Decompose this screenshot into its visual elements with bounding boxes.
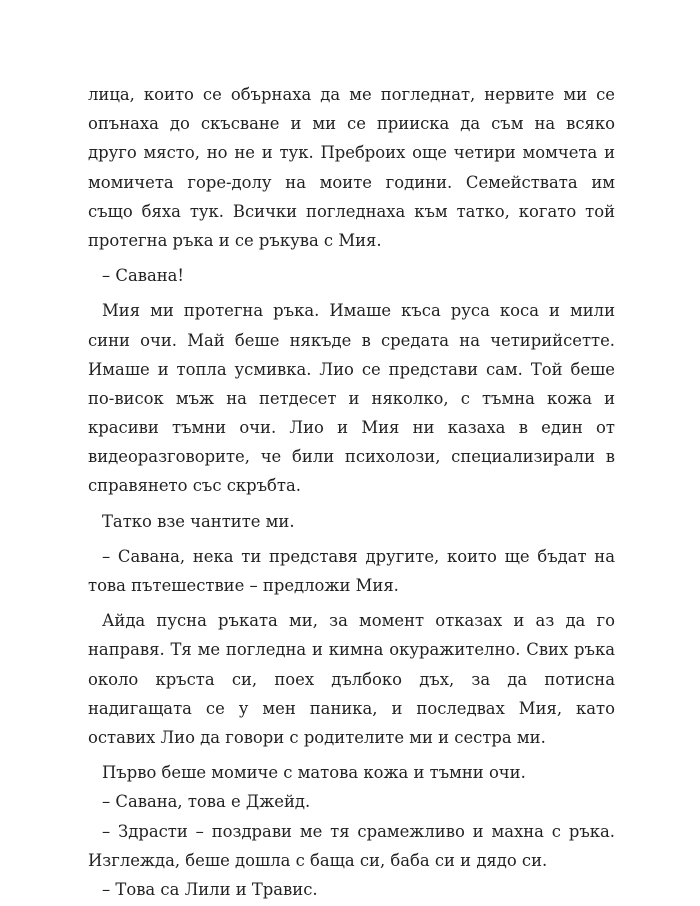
text-line: Имаше и топла усмивка. Лио се представи сам. Той беше <box>88 359 615 379</box>
text-line: красиви тъмни очи. Лио и Мия ни казаха в един от <box>88 418 615 438</box>
text-line: – Това са Лили и Травис. <box>102 879 318 899</box>
text-line: момичета горе-долу на моите години. Семействата им <box>88 172 615 192</box>
text-line: друго място, но не и тук. Преброих още четири момчета и <box>88 143 615 163</box>
text-line: това пътешествие – предложи Мия. <box>88 576 399 595</box>
paragraph <box>88 817 615 875</box>
text-line: протегна ръка и се ръкува с Мия. <box>88 230 382 250</box>
text-line: също бяха тук. Всички погледнаха към татко, когато той <box>88 201 615 221</box>
text-line: Татко взе чантите ми. <box>102 511 295 531</box>
text-line: направя. Тя ме погледна и кимна окуражително. Свих ръка <box>88 640 615 660</box>
text-line: около кръста си, поех дълбоко дъх, за да потисна <box>88 669 615 689</box>
text-line: – Савана, това е Джейд. <box>102 792 311 812</box>
text-line: – Савана! <box>102 266 185 286</box>
paragraph <box>88 542 615 600</box>
book-page <box>88 80 615 904</box>
paragraph <box>88 507 615 536</box>
text-line: сини очи. Май беше някъде в средата на четирийсетте. <box>88 330 615 350</box>
text-line: по-висок мъж на петдесет и няколко, с тъмна кожа и <box>88 388 615 408</box>
text-line: оставих Лио да говори с родителите ми и сестра ми. <box>88 727 546 747</box>
text-line: Айда пусна ръката ми, за момент отказах и аз да го <box>102 611 615 631</box>
text-line: видеоразговорите, че били психолози, специализирали в <box>88 447 615 467</box>
text-line: – Савана, нека ти представя другите, които ще бъдат на <box>102 546 615 566</box>
text-line: Първо беше момиче с матова кожа и тъмни очи. <box>102 763 526 783</box>
paragraph <box>88 296 615 500</box>
text-line: справянето със скръбта. <box>88 476 301 496</box>
paragraph <box>88 875 615 904</box>
paragraph <box>88 787 615 816</box>
text-line: лица, които се обърнаха да ме погледнат, нервите ми се <box>88 85 615 104</box>
text-line: – Здрасти – поздрави ме тя срамежливо и махна с ръка. <box>102 821 615 841</box>
paragraph <box>88 758 615 787</box>
text-line: Мия ми протегна ръка. Имаше къса руса коса и мили <box>102 301 615 321</box>
text-line: надигащата се у мен паника, и последвах Мия, като <box>88 698 615 718</box>
paragraph <box>88 80 615 255</box>
text-line: опънаха до скъсване и ми се прииска да съм на всяко <box>88 114 615 134</box>
text-line: Изглежда, беше дошла с баща си, баба си и дядо си. <box>88 850 548 870</box>
paragraph <box>88 606 615 752</box>
paragraph <box>88 261 615 290</box>
